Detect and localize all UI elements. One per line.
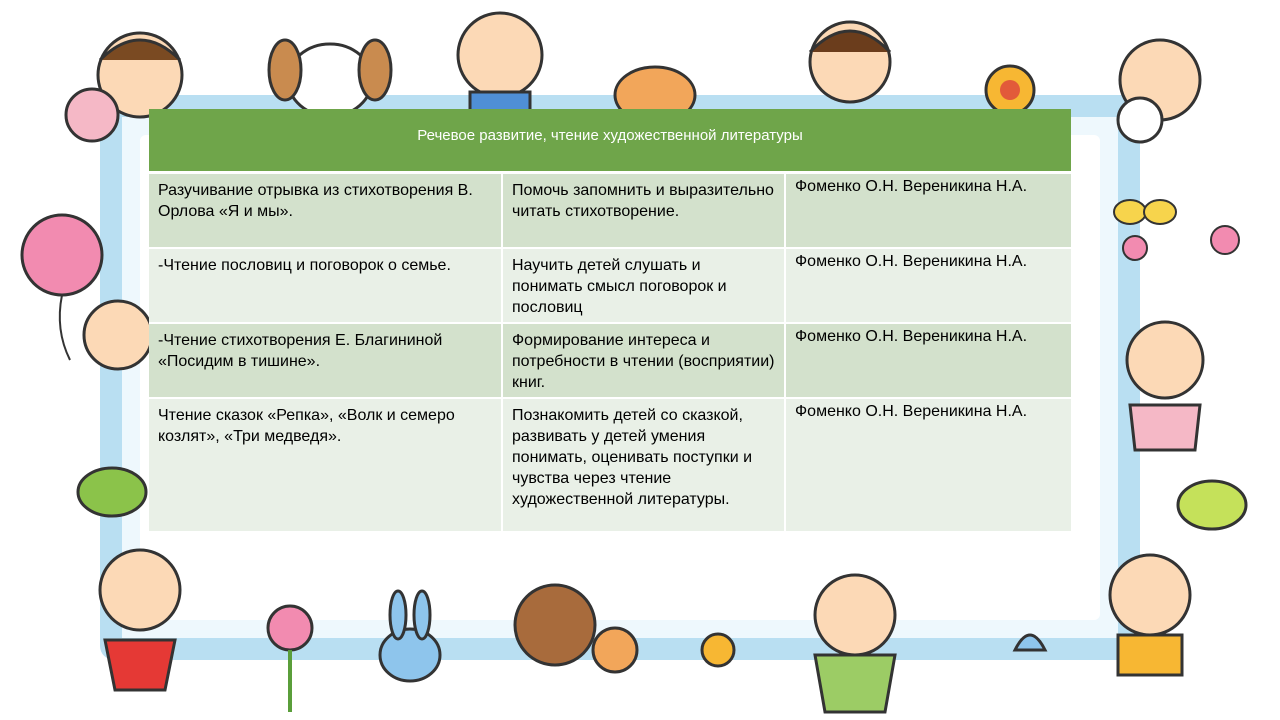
table-header-row	[149, 109, 1071, 173]
goal-cell: Познакомить детей со сказкой, развивать у детей умения понимать, оценивать поступки и чувства через чтение художественной литературы.	[502, 398, 785, 532]
table-row	[149, 173, 1071, 249]
girl-top-illustration	[810, 22, 890, 102]
girl-right-illustration	[1127, 322, 1203, 450]
table-row	[149, 323, 1071, 398]
goal-cell: Научить детей слушать и понимать смысл поговорок и пословиц	[502, 248, 785, 323]
responsible-cell: Фоменко О.Н. Вереникина Н.А.	[785, 398, 1071, 532]
table-header-title: Речевое развитие, чтение художественной литературы	[149, 109, 1071, 173]
kid-bottom-right-illustration	[1110, 555, 1190, 675]
boy-top-illustration	[458, 13, 542, 112]
bunny-illustration	[380, 591, 440, 681]
activity-cell: -Чтение пословиц и поговорок о семье.	[149, 248, 502, 323]
girl-bottom-left-illustration	[100, 550, 180, 690]
dog-illustration	[269, 40, 391, 116]
table-row	[149, 248, 1071, 323]
butterfly-illustration	[1114, 200, 1176, 224]
turtle-illustration	[78, 468, 146, 516]
responsible-cell: Фоменко О.Н. Вереникина Н.А.	[785, 173, 1071, 249]
table-row	[149, 398, 1071, 532]
flower-right-illustration	[1123, 226, 1239, 260]
bird-illustration	[1178, 481, 1246, 529]
activity-cell: Чтение сказок «Репка», «Волк и семеро козлят», «Три медведя».	[149, 398, 502, 532]
goal-cell: Формирование интереса и потребности в чтении (восприятии) книг.	[502, 323, 785, 398]
kid-left-illustration	[84, 301, 152, 369]
activity-table	[149, 109, 1071, 533]
flower-illustration	[268, 606, 312, 712]
responsible-cell: Фоменко О.Н. Вереникина Н.А.	[785, 323, 1071, 398]
flower-bottom-illustration	[702, 634, 734, 666]
bluebell-illustration	[1015, 635, 1045, 650]
goal-cell: Помочь запомнить и выразительно читать стихотворение.	[502, 173, 785, 249]
boy-bottom-illustration	[515, 585, 637, 672]
girl-bottom-illustration	[815, 575, 895, 712]
activity-cell: -Чтение стихотворения Е. Благининой «Посидим в тишине».	[149, 323, 502, 398]
sun-flower-illustration	[986, 66, 1034, 114]
activity-cell: Разучивание отрывка из стихотворения В. Орлова «Я и мы».	[149, 173, 502, 249]
responsible-cell: Фоменко О.Н. Вереникина Н.А.	[785, 248, 1071, 323]
kid-top-right-illustration	[1118, 40, 1200, 142]
